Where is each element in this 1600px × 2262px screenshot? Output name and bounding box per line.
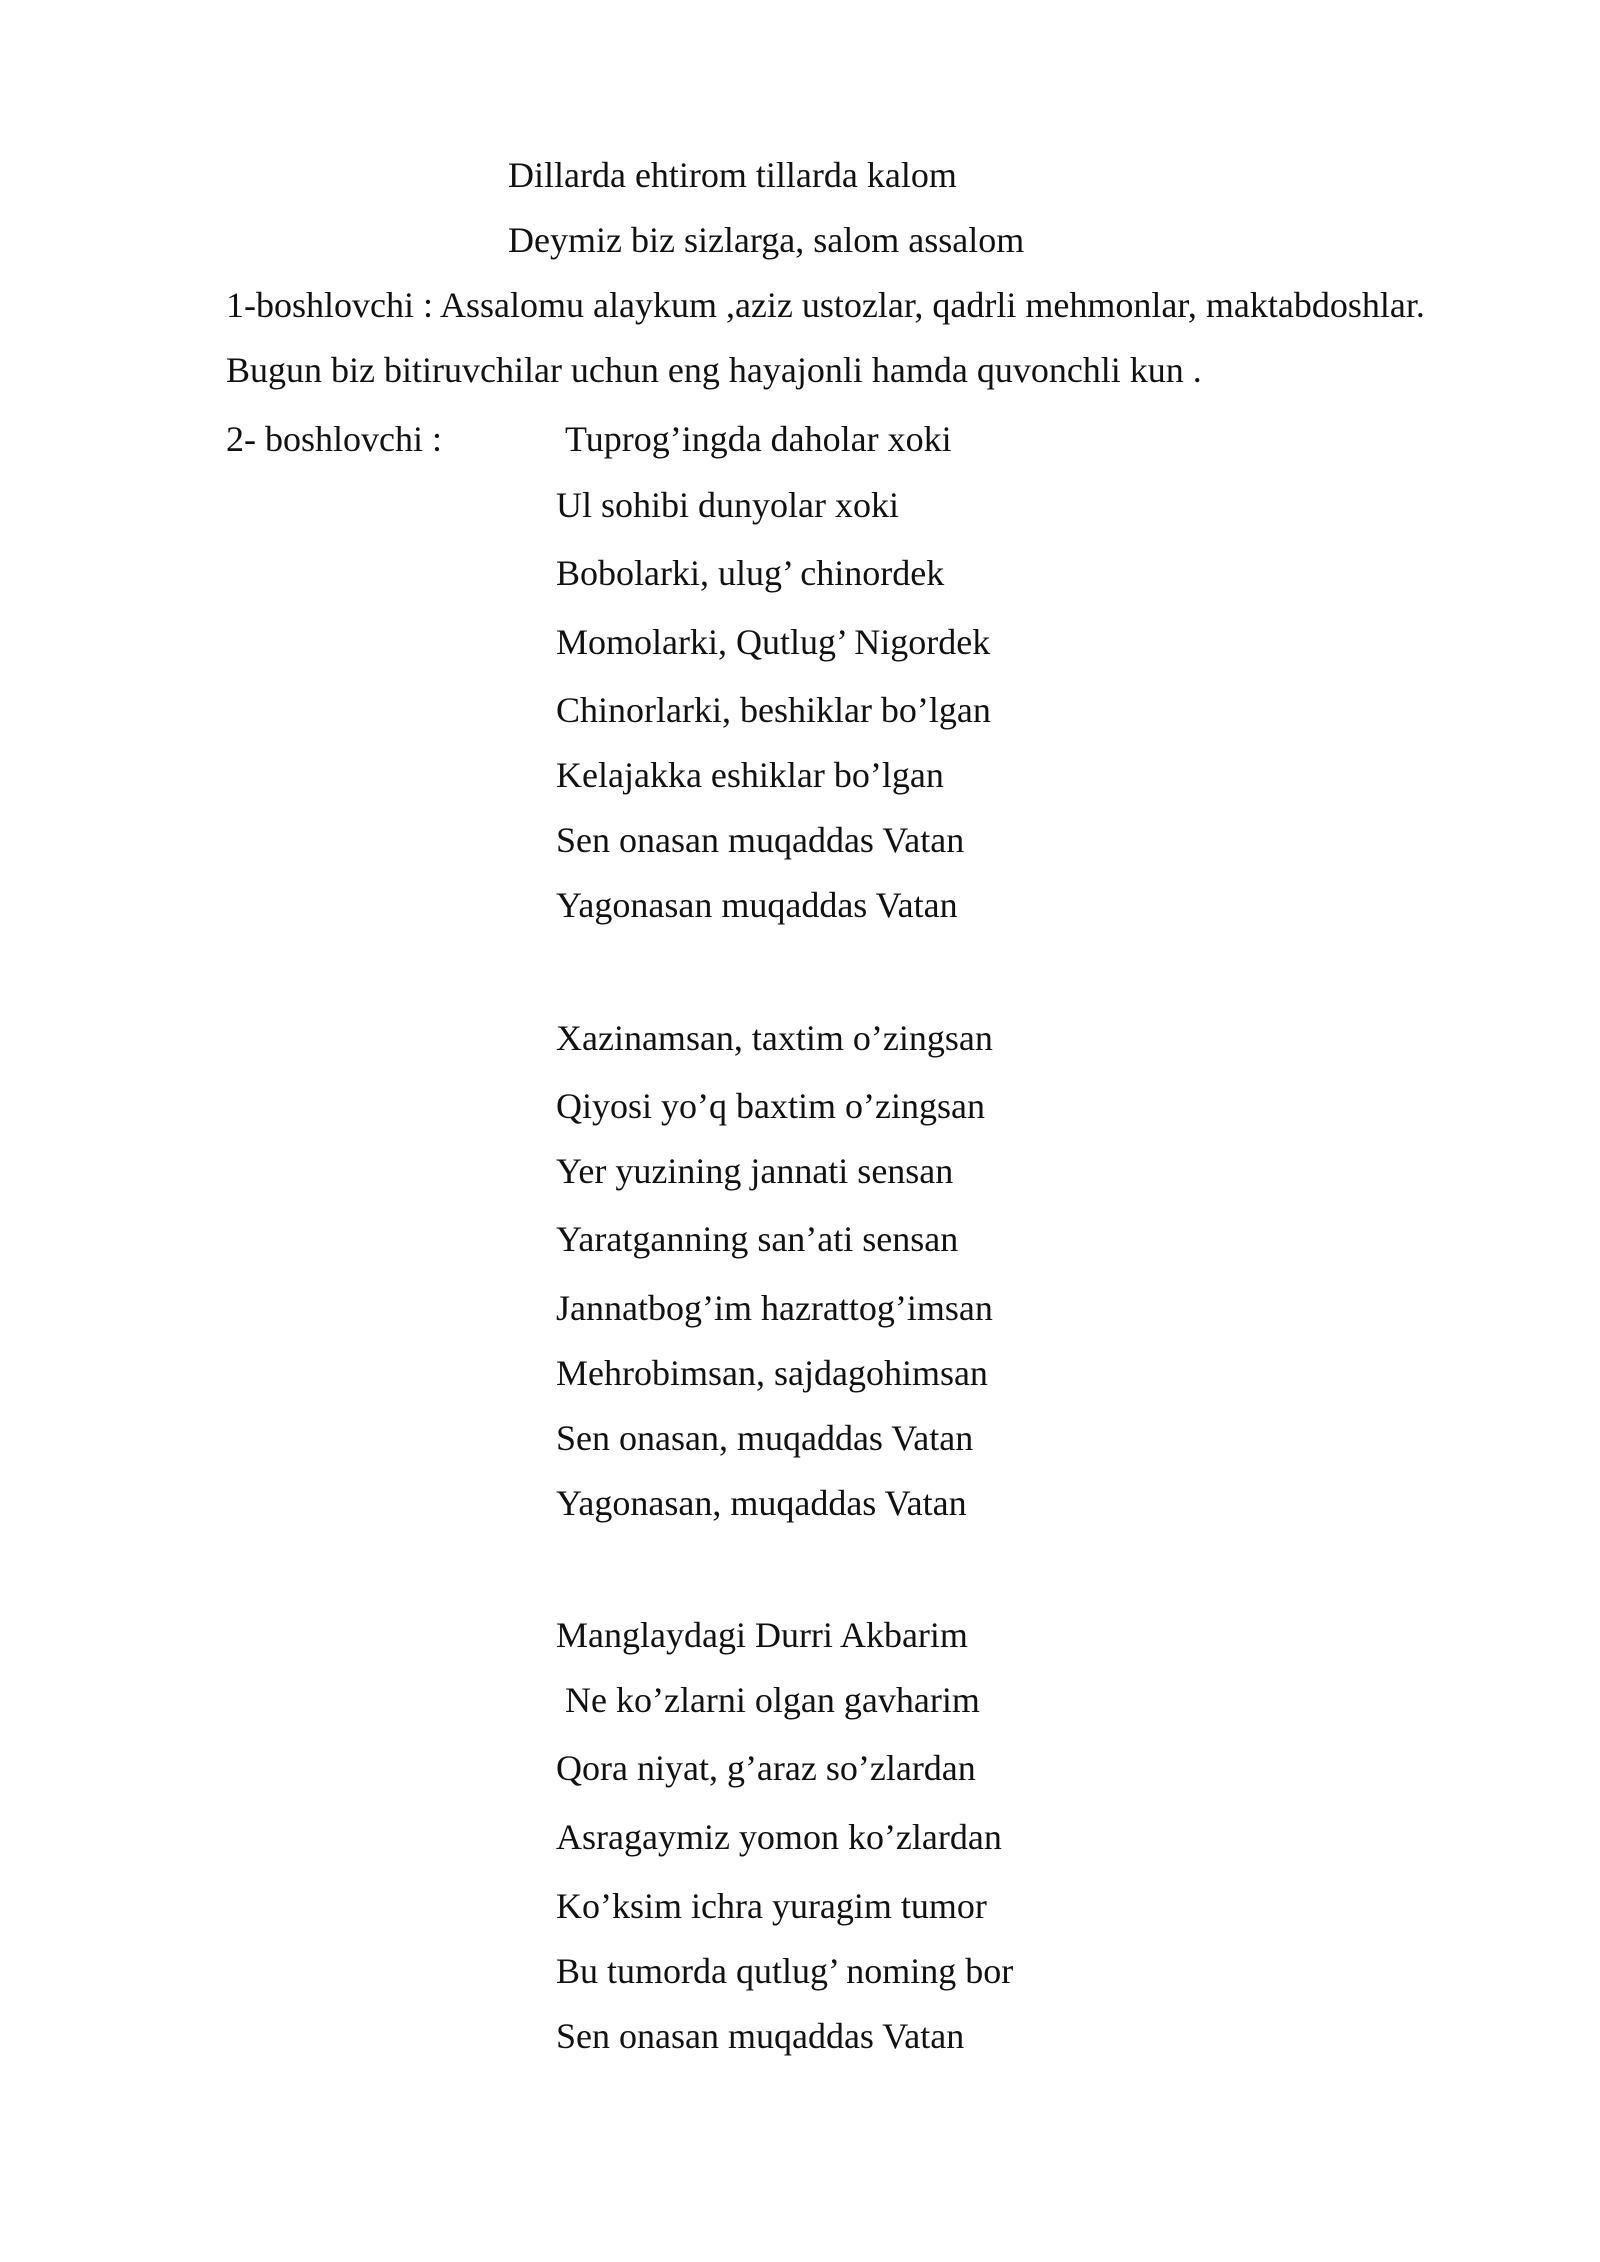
verse-line: Yagonasan, muqaddas Vatan [556, 1483, 967, 1523]
verse-line: Ko’ksim ichra yuragim tumor [556, 1886, 987, 1926]
verse-line: Qora niyat, g’araz so’zlardan [556, 1748, 976, 1788]
verse-line: Kelajakka eshiklar bo’lgan [556, 755, 944, 795]
verse-line: Ne ko’zlarni olgan gavharim [565, 1680, 980, 1720]
verse-line: Momolarki, Qutlug’ Nigordek [556, 622, 991, 662]
verse-line: Sen onasan, muqaddas Vatan [556, 1418, 974, 1458]
verse-line: Manglaydagi Durri Akbarim [556, 1615, 968, 1655]
verse-line: Tuprog’ingda daholar xoki [565, 419, 952, 459]
verse-line: Ul sohibi dunyolar xoki [556, 485, 899, 525]
verse-line: Sen onasan muqaddas Vatan [556, 2016, 965, 2056]
speaker2-label: 2- boshlovchi : [226, 419, 442, 459]
verse-line: Yaratganning san’ati sensan [556, 1219, 959, 1259]
verse-line: Bobolarki, ulug’ chinordek [556, 553, 945, 593]
verse-line: Bu tumorda qutlug’ noming bor [556, 1951, 1014, 1991]
speaker1-continuation: Bugun biz bitiruvchilar uchun eng hayajonli hamda quvonchli kun . [226, 350, 1202, 390]
verse-line: Yer yuzining jannati sensan [556, 1151, 954, 1191]
verse-line: Xazinamsan, taxtim o’zingsan [556, 1018, 993, 1058]
intro-line-2: Deymiz biz sizlarga, salom assalom [508, 220, 1025, 260]
verse-line: Qiyosi yo’q baxtim o’zingsan [556, 1086, 985, 1126]
verse-line: Jannatbog’im hazrattog’imsan [556, 1288, 993, 1328]
verse-line: Chinorlarki, beshiklar bo’lgan [556, 690, 991, 730]
verse-line: Yagonasan muqaddas Vatan [556, 885, 958, 925]
speaker1-greeting: 1-boshlovchi : Assalomu alaykum ,aziz ustozlar, qadrli mehmonlar, maktabdoshlar. [226, 285, 1425, 325]
verse-line: Mehrobimsan, sajdagohimsan [556, 1353, 988, 1393]
intro-line-1: Dillarda ehtirom tillarda kalom [508, 155, 957, 195]
verse-line: Asragaymiz yomon ko’zlardan [556, 1817, 1002, 1857]
verse-line: Sen onasan muqaddas Vatan [556, 820, 965, 860]
